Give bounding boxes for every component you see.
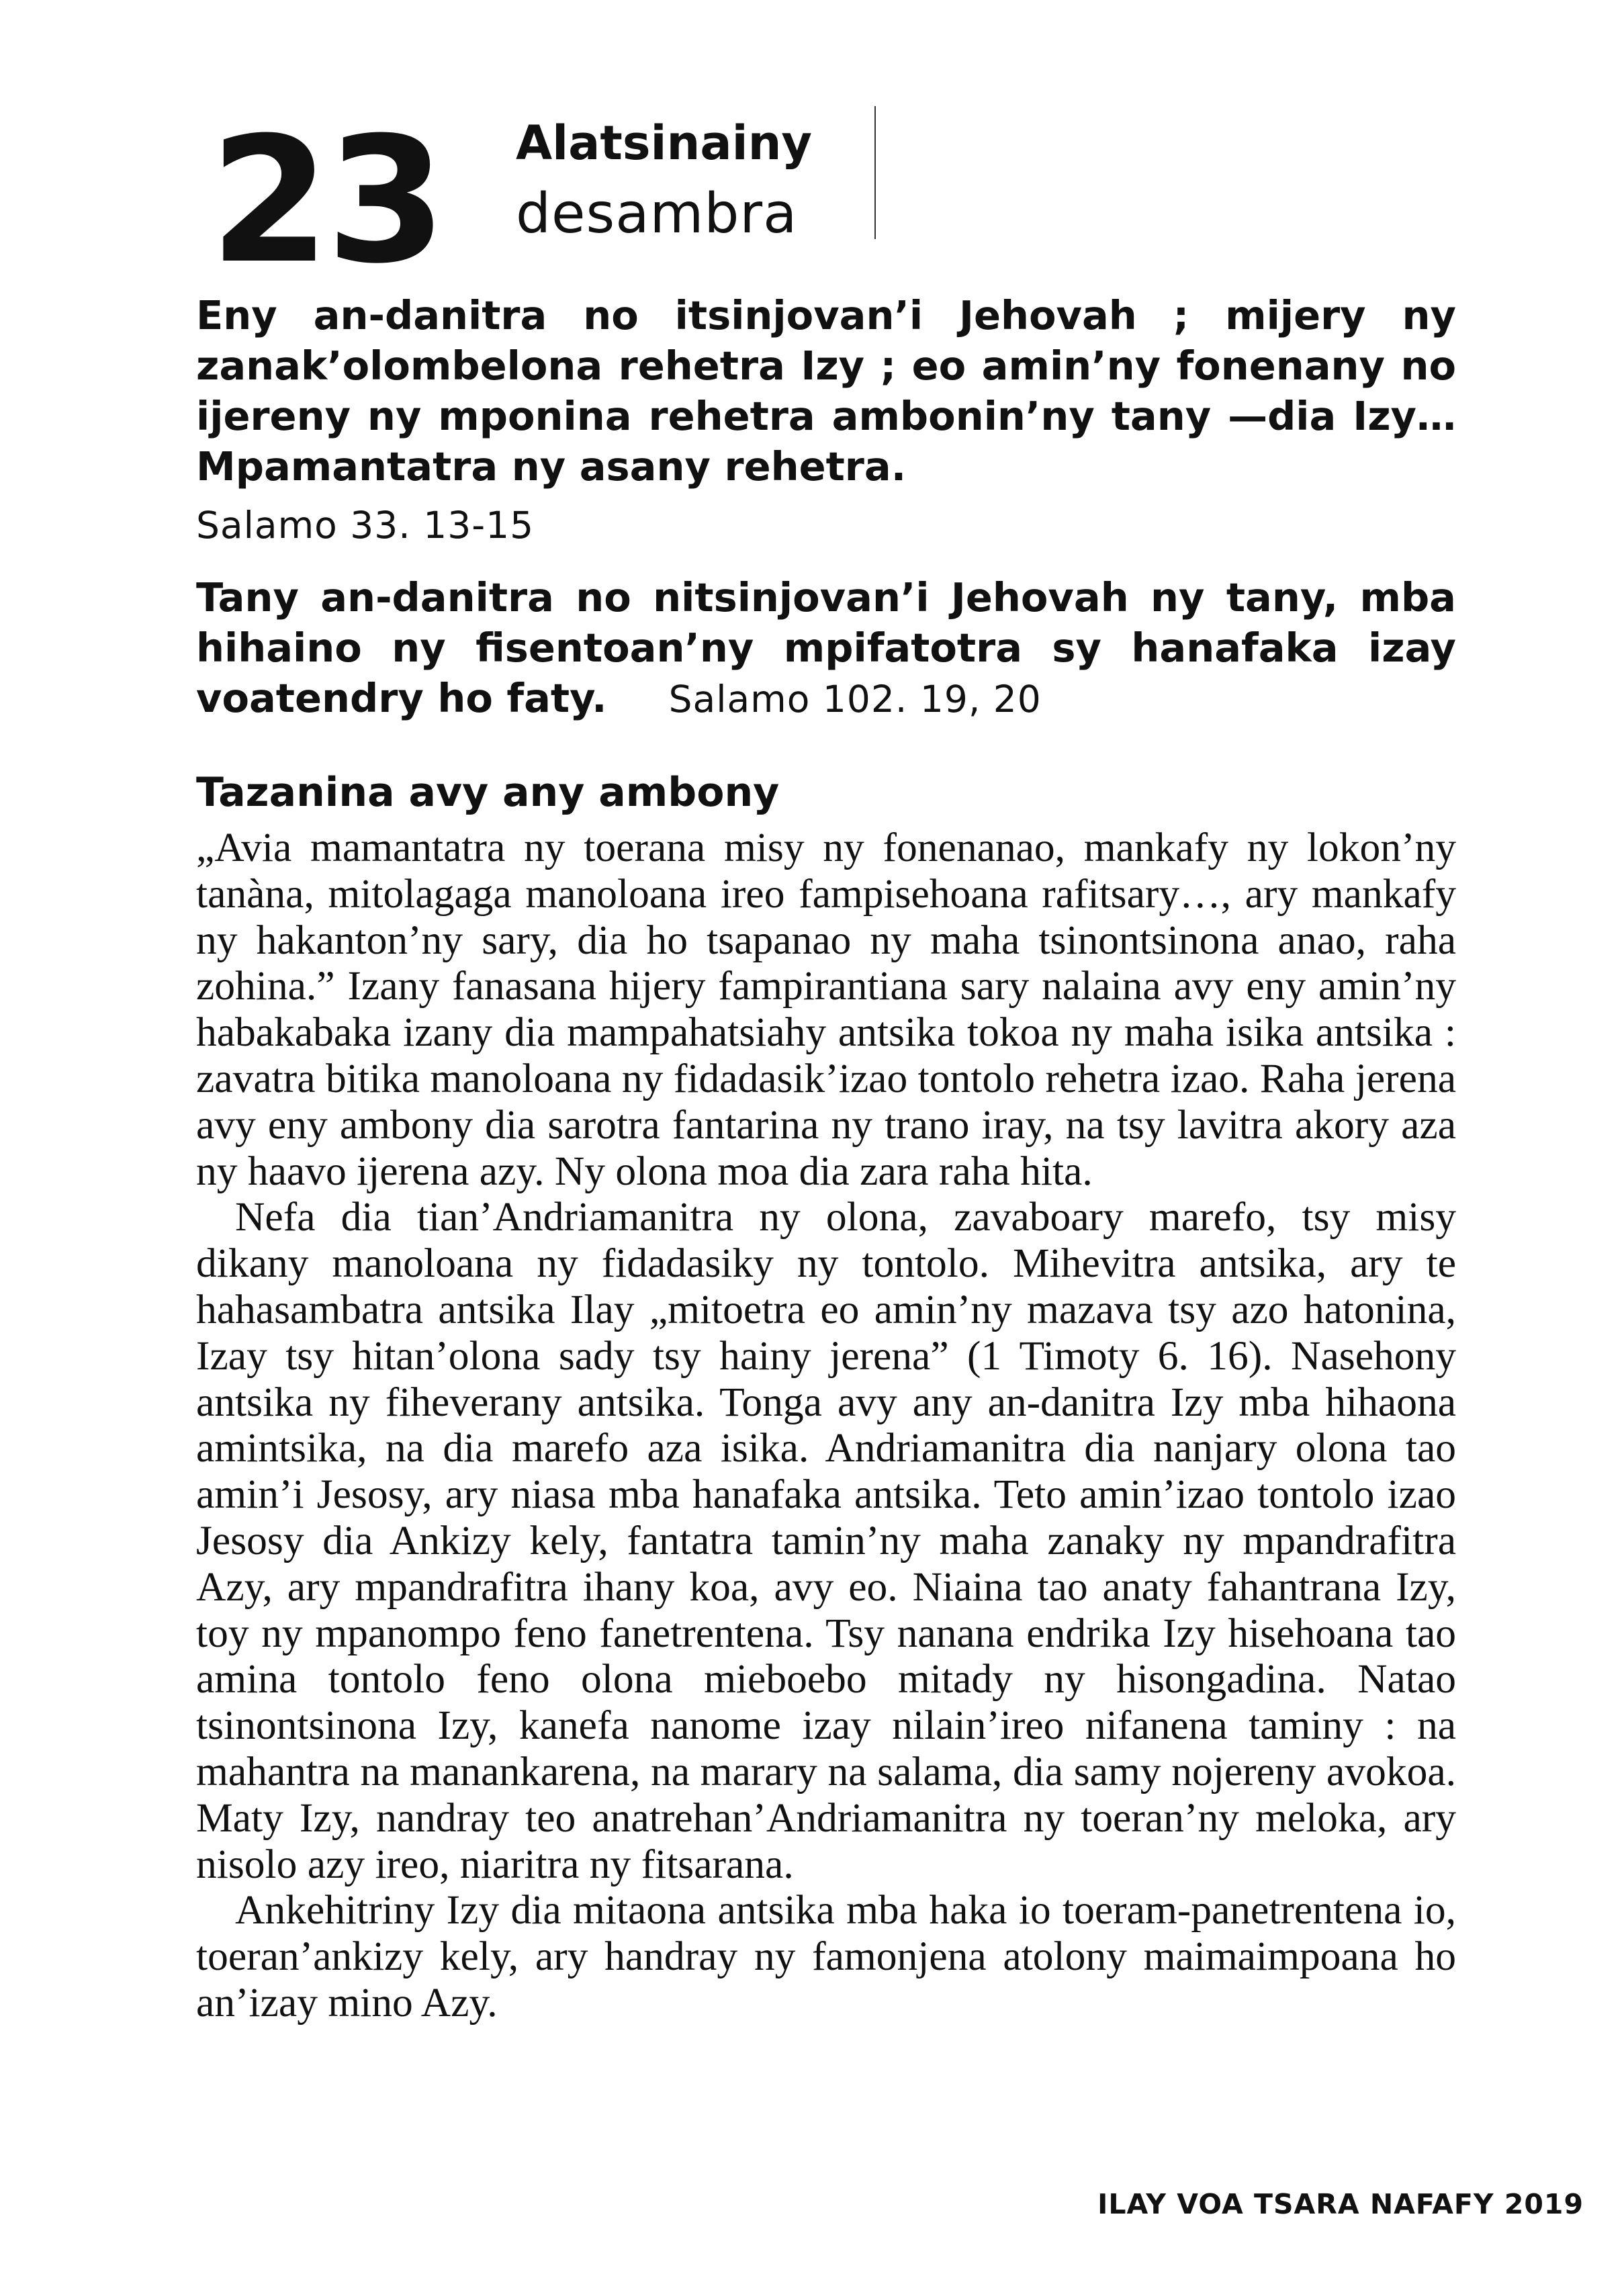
month: desambra xyxy=(516,182,798,246)
date-header xyxy=(210,100,881,302)
weekday: Alatsinainy xyxy=(516,116,813,171)
page-footer: ILAY VOA TSARA NAFAFY 2019 xyxy=(1097,2188,1584,2220)
verse-1-text: Eny an-danitra no itsinjovan’i Jehovah ; mijery ny zanak’olombelona rehetra Izy ; eo amin’ny fonenany no ijereny ny mponina rehetra ambonin’ny tany —dia Izy… Mpamantatra ny asany rehetra. xyxy=(196,292,1456,490)
verse-1-reference: Salamo 33. 13-15 xyxy=(196,504,535,547)
verse-2-reference: Salamo 102. 19, 20 xyxy=(668,678,1042,721)
header-divider xyxy=(874,106,876,239)
verse-2-text: Tany an-danitra no nitsinjovan’i Jehovah ny tany, mba hihaino ny fisentoan’ny mpifatotra sy hanafaka izay voatendry ho faty. xyxy=(196,574,1456,721)
verse-1 xyxy=(196,290,1456,492)
verse-2 xyxy=(196,572,1456,725)
day-number: 23 xyxy=(210,100,443,302)
devotional-body xyxy=(196,825,1456,2026)
section-title: Tazanina avy any ambony xyxy=(196,769,780,816)
paragraph: Ankehitriny Izy dia mitaona antsika mba haka io toeram-panetrentena io, toeran’ankizy kely, ary handray ny famonjena atolony maimaimpoana ho an’izay mino Azy. xyxy=(196,1887,1456,2026)
paragraph: „Avia mamantatra ny toerana misy ny fonenanao, mankafy ny lokon’ny tanàna, mitolagaga manoloana ireo fampisehoana rafitsary…, ary mankafy ny hakanton’ny sary, dia ho tsapanao ny maha tsinontsinona anao, raha zohina.” Izany fanasana hijery fampirantiana sary nalaina avy eny amin’ny habakabaka izany dia mampahatsiahy antsika tokoa ny maha isika antsika : zavatra bitika manoloana ny fidadasik’izao tontolo rehetra izao. Raha jerena avy eny ambony dia sarotra fantarina ny trano iray, na tsy lavitra akory aza ny haavo ijerena azy. Ny olona moa dia zara raha hita. xyxy=(196,825,1456,1194)
paragraph: Nefa dia tian’Andriamanitra ny olona, zavaboary marefo, tsy misy dikany manoloana ny fidadasiky ny tontolo. Mihevitra antsika, ary te hahasambatra antsika Ilay „mitoetra eo amin’ny mazava tsy azo hatonina, Izay tsy hitan’olona sady tsy hainy jerena” (1 Timoty 6. 16). Nasehony antsika ny fiheverany antsika. Tonga avy any an-danitra Izy mba hihaona amintsika, na dia marefo aza isika. Andriamanitra dia nanjary olona tao amin’i Jesosy, ary niasa mba hanafaka antsika. Teto amin’izao tontolo izao Jesosy dia Ankizy kely, fantatra tamin’ny maha zanaky ny mpandrafitra Azy, ary mpandrafitra ihany koa, avy eo. Niaina tao anaty fahantrana Izy, toy ny mpanompo feno fanetrentena. Tsy nanana endrika Izy hisehoana tao amina tontolo feno olona mieboebo mitady ny hisongadina. Natao tsinontsinona Izy, kanefa nanome izay nilain’ireo nifanena taminy : na mahantra na manankarena, na marary na salama, dia samy nojereny avokoa. Maty Izy, nandray teo anatrehan’Andriamanitra ny toeran’ny meloka, ary nisolo azy ireo, niaritra ny fitsarana. xyxy=(196,1194,1456,1887)
